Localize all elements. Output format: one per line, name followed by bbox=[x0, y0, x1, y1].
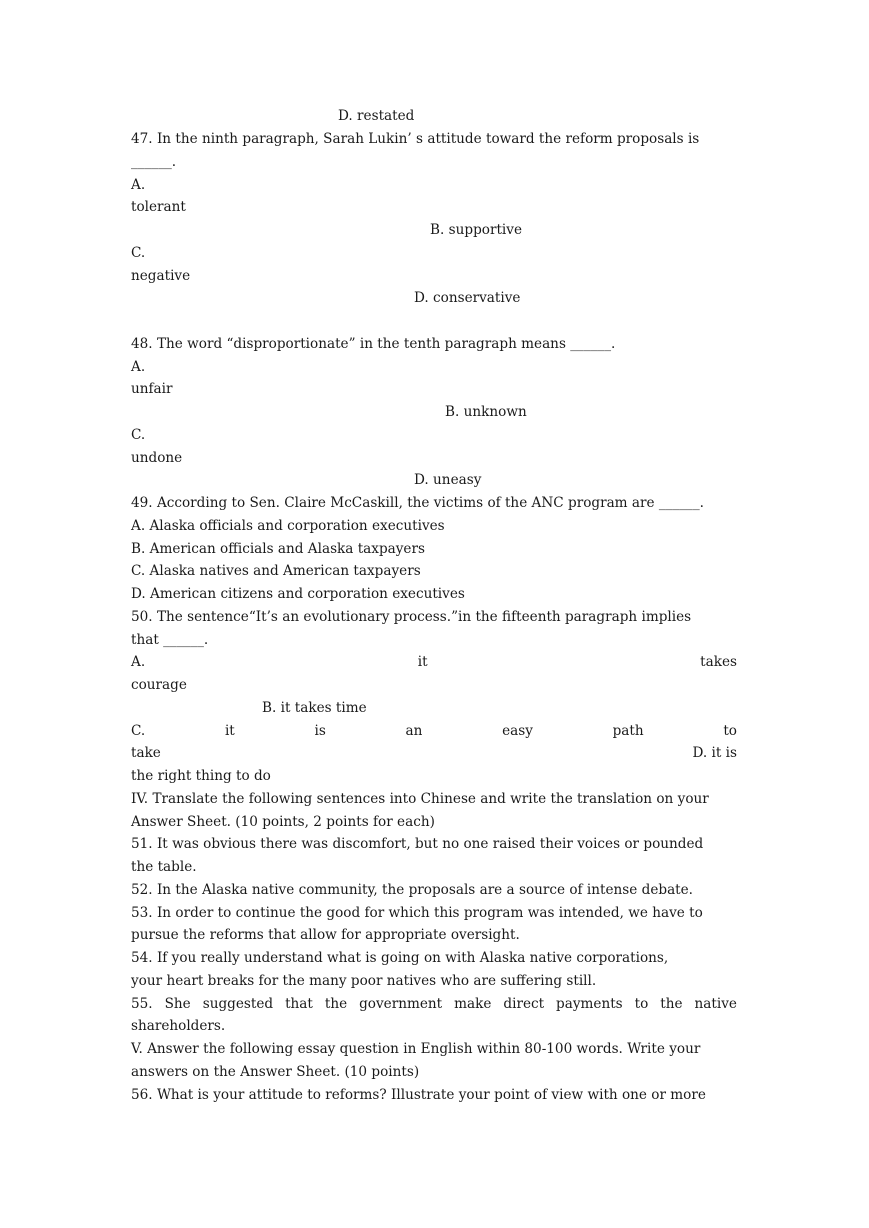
q50-a-word: it bbox=[417, 654, 428, 670]
q47-blank: ______. bbox=[131, 154, 177, 170]
sentence-55-cont: shareholders. bbox=[131, 1018, 226, 1034]
q50-a-word: takes bbox=[700, 654, 737, 670]
s55-word: suggested bbox=[202, 996, 274, 1012]
q50-a-word: A. bbox=[131, 654, 146, 670]
q47-a-text: tolerant bbox=[131, 199, 186, 215]
q49-option-a: A. Alaska officials and corporation executives bbox=[131, 518, 445, 534]
s55-word: that bbox=[285, 996, 313, 1012]
q50-option-a-cont: courage bbox=[131, 677, 187, 693]
q50-option-b: B. it takes time bbox=[262, 700, 367, 716]
sentence-53-cont: pursue the reforms that allow for appropriate oversight. bbox=[131, 927, 520, 943]
q50-stem-cont: that ______. bbox=[131, 632, 209, 648]
section5-heading: V. Answer the following essay question in English within 80-100 words. Write your bbox=[131, 1041, 701, 1057]
q50-option-a-line bbox=[131, 651, 737, 673]
q50-c-word: C. bbox=[131, 723, 146, 739]
sentence-54: 54. If you really understand what is going on with Alaska native corporations, bbox=[131, 950, 669, 966]
q50-c-word: easy bbox=[502, 723, 533, 739]
q50-stem: 50. The sentence“It’s an evolutionary process.”in the fifteenth paragraph implies bbox=[131, 609, 692, 625]
q50-c-d-line bbox=[131, 742, 737, 764]
q50-c-word: an bbox=[405, 723, 423, 739]
q47-stem: 47. In the ninth paragraph, Sarah Lukin’ s attitude toward the reform proposals is bbox=[131, 131, 700, 147]
s55-word: native bbox=[694, 996, 737, 1012]
s55-word: make bbox=[454, 996, 492, 1012]
question-56: 56. What is your attitude to reforms? Illustrate your point of view with one or more bbox=[131, 1087, 706, 1103]
s55-word: 55. bbox=[131, 996, 153, 1012]
s55-word: government bbox=[359, 996, 443, 1012]
s55-word: direct bbox=[503, 996, 545, 1012]
q50-c-word: path bbox=[612, 723, 644, 739]
s55-word: the bbox=[660, 996, 683, 1012]
s55-word: the bbox=[324, 996, 348, 1012]
q49-option-d: D. American citizens and corporation executives bbox=[131, 586, 465, 602]
q49-option-b: B. American officials and Alaska taxpayers bbox=[131, 541, 425, 557]
q50-option-d-cont: the right thing to do bbox=[131, 768, 271, 784]
q48-option-b: B. unknown bbox=[445, 404, 527, 420]
q48-a-text: unfair bbox=[131, 381, 173, 397]
q50-c-word: to bbox=[723, 723, 737, 739]
s55-word: to bbox=[634, 996, 649, 1012]
q47-option-b: B. supportive bbox=[430, 222, 522, 238]
q46-option-d: D. restated bbox=[338, 108, 415, 124]
q47-c-letter: C. bbox=[131, 245, 146, 261]
q50-c-word: it bbox=[224, 723, 235, 739]
q48-c-letter: C. bbox=[131, 427, 146, 443]
q49-stem: 49. According to Sen. Claire McCaskill, the victims of the ANC program are ______. bbox=[131, 495, 704, 511]
q50-c-cont: take bbox=[131, 745, 161, 761]
q50-option-c-line bbox=[131, 720, 737, 742]
q48-stem: 48. The word “disproportionate” in the tenth paragraph means ______. bbox=[131, 336, 616, 352]
sentence-53: 53. In order to continue the good for which this program was intended, we have to bbox=[131, 905, 703, 921]
q48-option-d: D. uneasy bbox=[414, 472, 482, 488]
sentence-51: 51. It was obvious there was discomfort, but no one raised their voices or pounded bbox=[131, 836, 704, 852]
q47-a-letter: A. bbox=[131, 177, 146, 193]
q49-option-c: C. Alaska natives and American taxpayers bbox=[131, 563, 421, 579]
q47-option-d: D. conservative bbox=[414, 290, 521, 306]
q50-c-word: is bbox=[314, 723, 326, 739]
section5-heading-cont: answers on the Answer Sheet. (10 points) bbox=[131, 1064, 420, 1080]
q48-a-letter: A. bbox=[131, 359, 146, 375]
section4-heading-cont: Answer Sheet. (10 points, 2 points for each) bbox=[131, 814, 435, 830]
s55-word: She bbox=[164, 996, 191, 1012]
q48-c-text: undone bbox=[131, 450, 183, 466]
sentence-55 bbox=[131, 993, 737, 1015]
sentence-51-cont: the table. bbox=[131, 859, 197, 875]
section4-heading: IV. Translate the following sentences into Chinese and write the translation on your bbox=[131, 791, 709, 807]
q50-option-d: D. it is bbox=[692, 745, 737, 761]
q47-c-text: negative bbox=[131, 268, 191, 284]
s55-word: payments bbox=[556, 996, 623, 1012]
sentence-52: 52. In the Alaska native community, the proposals are a source of intense debate. bbox=[131, 882, 693, 898]
sentence-54-cont: your heart breaks for the many poor natives who are suffering still. bbox=[131, 973, 597, 989]
